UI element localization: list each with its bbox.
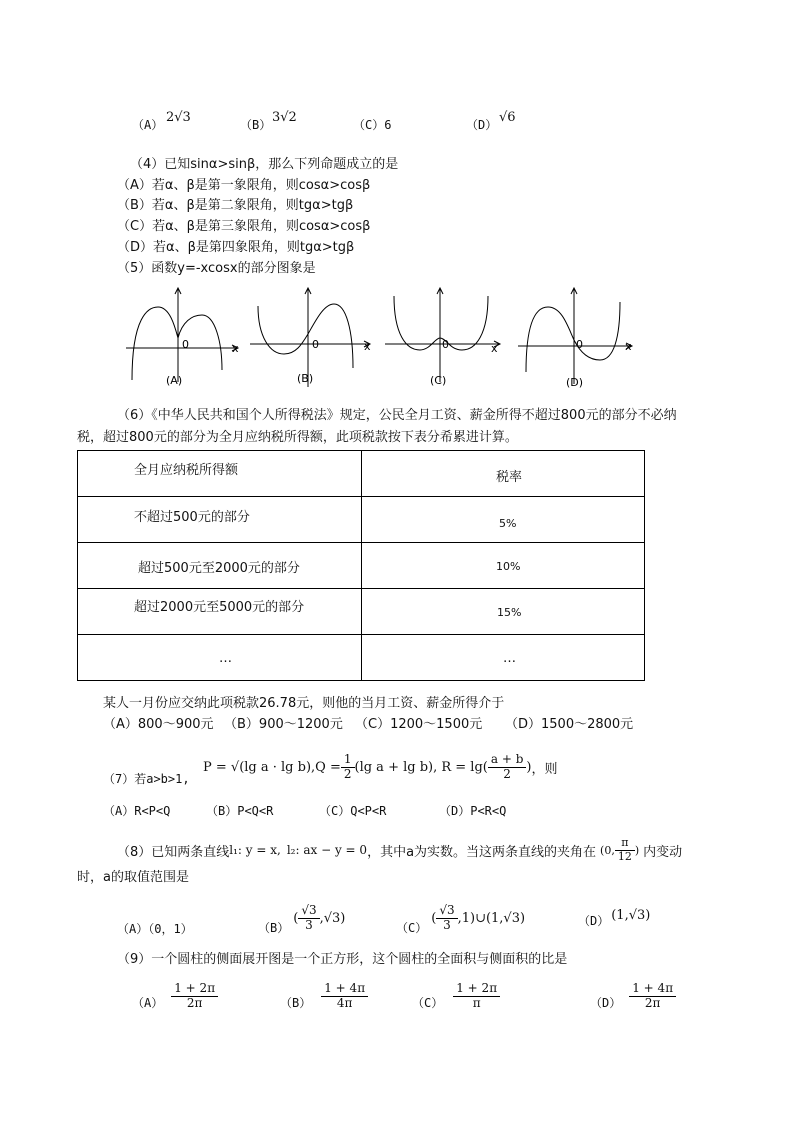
- q5-function-graphs: [120, 282, 650, 390]
- q7-option-a: （A）R<P<Q: [103, 804, 171, 818]
- q7-q-fraction: [341, 753, 355, 782]
- q9-option-b-fraction: [321, 982, 368, 1011]
- graph-d: [518, 288, 632, 384]
- q8-stem-line2: 时，a的取值范围是: [77, 870, 189, 885]
- table-cell-rate: 10%: [496, 560, 521, 573]
- q7-r-num: a + b: [488, 753, 527, 768]
- q8-stem: [117, 832, 682, 868]
- q7-formula: [203, 747, 557, 787]
- q9-option-c-label: （C）: [412, 995, 444, 1010]
- graph-b-origin: 0: [312, 338, 319, 351]
- table-cell-income: 不超过500元的部分: [134, 510, 250, 525]
- q8-option-b-rest: ,√3): [319, 910, 346, 926]
- q9-option-d-label: （D）: [590, 995, 622, 1010]
- q3-option-d-label: （D）: [466, 118, 498, 132]
- q8-option-c-den: 3: [443, 917, 451, 932]
- table-cell-income: 超过500元至2000元的部分: [138, 561, 300, 576]
- table-row: [78, 635, 645, 681]
- q3-option-a-value: 2√3: [166, 110, 191, 125]
- q9-option-d-num: 1 + 4π: [629, 982, 676, 997]
- q8-option-c: （C） ( $\frac{√3}{3}$ ,1)∪(1,√3): [396, 902, 526, 935]
- q8-option-b-num: √3: [298, 904, 319, 919]
- table-header-income: 全月应纳税所得额: [134, 463, 239, 478]
- q8-option-c-fraction: [436, 904, 457, 933]
- table-cell-income: …: [219, 651, 232, 666]
- q8-option-d-label: （D）: [578, 914, 610, 928]
- graph-a-label: (A): [166, 374, 183, 387]
- q3-option-c: （C）6: [353, 118, 392, 132]
- q8-interval-den: 12: [617, 849, 632, 863]
- q8-interval-fraction: [615, 837, 635, 863]
- table-row: [78, 497, 645, 543]
- q3-option-a-label: （A）: [132, 118, 164, 132]
- graph-d-x: x: [625, 340, 632, 353]
- graph-d-label: (D): [566, 376, 584, 389]
- q3-option-b-value: 3√2: [272, 110, 297, 125]
- graph-d-origin: 0: [576, 338, 583, 351]
- q7-q-rest: (lg a + lg b), R = lg(: [354, 759, 488, 775]
- q4-option-b: （B）若α、β是第二象限角，则tgα>tgβ: [117, 198, 354, 213]
- q9-option-b: [280, 982, 368, 1011]
- q8-option-d: [578, 908, 651, 929]
- q8-option-b-den: 3: [305, 917, 313, 932]
- graph-a-origin: 0: [182, 338, 189, 351]
- graph-b-label: (B): [297, 372, 314, 385]
- q7-option-c: （C）Q<P<R: [319, 804, 387, 818]
- q9-option-d: [590, 982, 676, 1011]
- q7-p-expr: P = √(lg a · lg b): [203, 759, 312, 775]
- q6-stem-line2: 税，超过800元的部分为全月应纳税所得额，此项税款按下表分希累进计算。: [77, 430, 518, 445]
- q7-q-den: 2: [343, 766, 352, 781]
- graph-a-x: x: [232, 342, 239, 355]
- q7-option-b: （B）P<Q<R: [206, 804, 274, 818]
- q8-option-b-label: （B）: [258, 921, 290, 935]
- q8-line-2: l₂: ax − y = 0: [286, 843, 368, 857]
- q9-option-d-den: 2π: [644, 995, 661, 1010]
- q9-option-b-label: （B）: [280, 995, 312, 1010]
- q9-option-c-fraction: [453, 982, 500, 1011]
- graph-c-x: x: [491, 342, 498, 355]
- tax-rate-table: [77, 450, 645, 681]
- q8-interval-num: π: [615, 837, 635, 851]
- graph-c: [385, 288, 500, 382]
- q6-option-c: （C）1200～1500元: [355, 717, 483, 732]
- table-cell-rate: 15%: [497, 606, 522, 619]
- q6-option-a: （A）800～900元: [103, 717, 214, 732]
- q9-option-a-den: 2π: [186, 995, 203, 1010]
- q7-q-num: 1: [341, 753, 355, 768]
- q9-option-b-num: 1 + 4π: [321, 982, 368, 997]
- q3-option-d-value: √6: [499, 110, 516, 125]
- q9-option-c-den: π: [472, 995, 481, 1010]
- q8-interval-open: (0,: [600, 843, 615, 857]
- q8-line-1: l₁: y = x,: [229, 843, 281, 857]
- q8-option-b: （B） ( $\frac{√3}{3}$ ,√3): [258, 902, 346, 935]
- q9-option-a-num: 1 + 2π: [171, 982, 218, 997]
- q4-option-a: （A）若α、β是第一象限角，则cosα>cosβ: [117, 178, 371, 193]
- q9-option-d-fraction: [629, 982, 676, 1011]
- q8-stem-a: （8）已知两条直线: [117, 844, 230, 860]
- q7-r-fraction: [488, 753, 527, 782]
- table-cell-income: 超过2000元至5000元的部分: [134, 600, 305, 615]
- q8-option-a: （A）（0，1）: [117, 922, 193, 936]
- q8-stem-c: 内变动: [643, 844, 683, 860]
- q8-interval-close: ): [634, 843, 640, 857]
- table-cell-rate: …: [503, 651, 516, 666]
- q6-after-table: 某人一月份应交纳此项税款26.78元，则他的当月工资、薪金所得介于: [103, 696, 505, 711]
- table-row: [78, 543, 645, 589]
- q6-option-b: （B）900～1200元: [224, 717, 343, 732]
- q8-option-c-rest: ,1)∪(1,√3): [457, 910, 526, 926]
- q7-stem-prefix: （7）若a>b>1,: [103, 772, 190, 786]
- q9-option-a-fraction: [171, 982, 218, 1011]
- table-header-rate: 税率: [496, 470, 523, 485]
- q8-option-c-num: √3: [436, 904, 457, 919]
- q7-q-prefix: ,Q =: [311, 759, 341, 775]
- graph-b-x: x: [364, 340, 371, 353]
- q4-option-d: （D）若α、β是第四象限角，则tgα>tgβ: [117, 240, 355, 255]
- q7-option-d: （D）P<R<Q: [439, 804, 507, 818]
- q9-stem: （9）一个圆柱的侧面展开图是一个正方形，这个圆柱的全面积与侧面积的比是: [117, 952, 568, 967]
- q4-option-c: （C）若α、β是第三象限角，则cosα>cosβ: [117, 219, 371, 234]
- q5-stem: （5）函数y=-xcosx的部分图象是: [117, 261, 316, 276]
- q8-option-d-value: (1,√3): [611, 908, 651, 923]
- graph-c-label: (C): [430, 374, 447, 387]
- q9-option-a-label: （A）: [132, 995, 164, 1010]
- q3-option-b-label: （B）: [240, 118, 272, 132]
- table-header-row: [78, 451, 645, 497]
- table-cell-rate: 5%: [499, 517, 517, 530]
- q9-option-c-num: 1 + 2π: [453, 982, 500, 997]
- q9-option-c: [412, 982, 500, 1011]
- q8-option-c-label: （C）: [396, 921, 428, 935]
- graph-a: [126, 288, 238, 382]
- q7-r-den: 2: [503, 766, 511, 781]
- q9-option-b-den: 4π: [336, 995, 353, 1010]
- q8-stem-b: ，其中a为实数。当这两条直线的夹角在: [367, 844, 597, 860]
- q9-option-a: [132, 982, 218, 1011]
- q4-stem: （4）已知sinα>sinβ，那么下列命题成立的是: [130, 157, 399, 172]
- q8-option-b-fraction: [298, 904, 319, 933]
- table-row: [78, 589, 645, 635]
- q6-stem-line1: （6）《中华人民共和国个人所得税法》规定，公民全月工资、薪金所得不超过800元的部分不必纳: [117, 408, 677, 423]
- q7-r-close: ): [526, 759, 532, 775]
- q6-option-d: （D）1500～2800元: [505, 717, 634, 732]
- q7-stem-suffix: ，则: [531, 761, 558, 777]
- graph-c-origin: 0: [442, 338, 449, 351]
